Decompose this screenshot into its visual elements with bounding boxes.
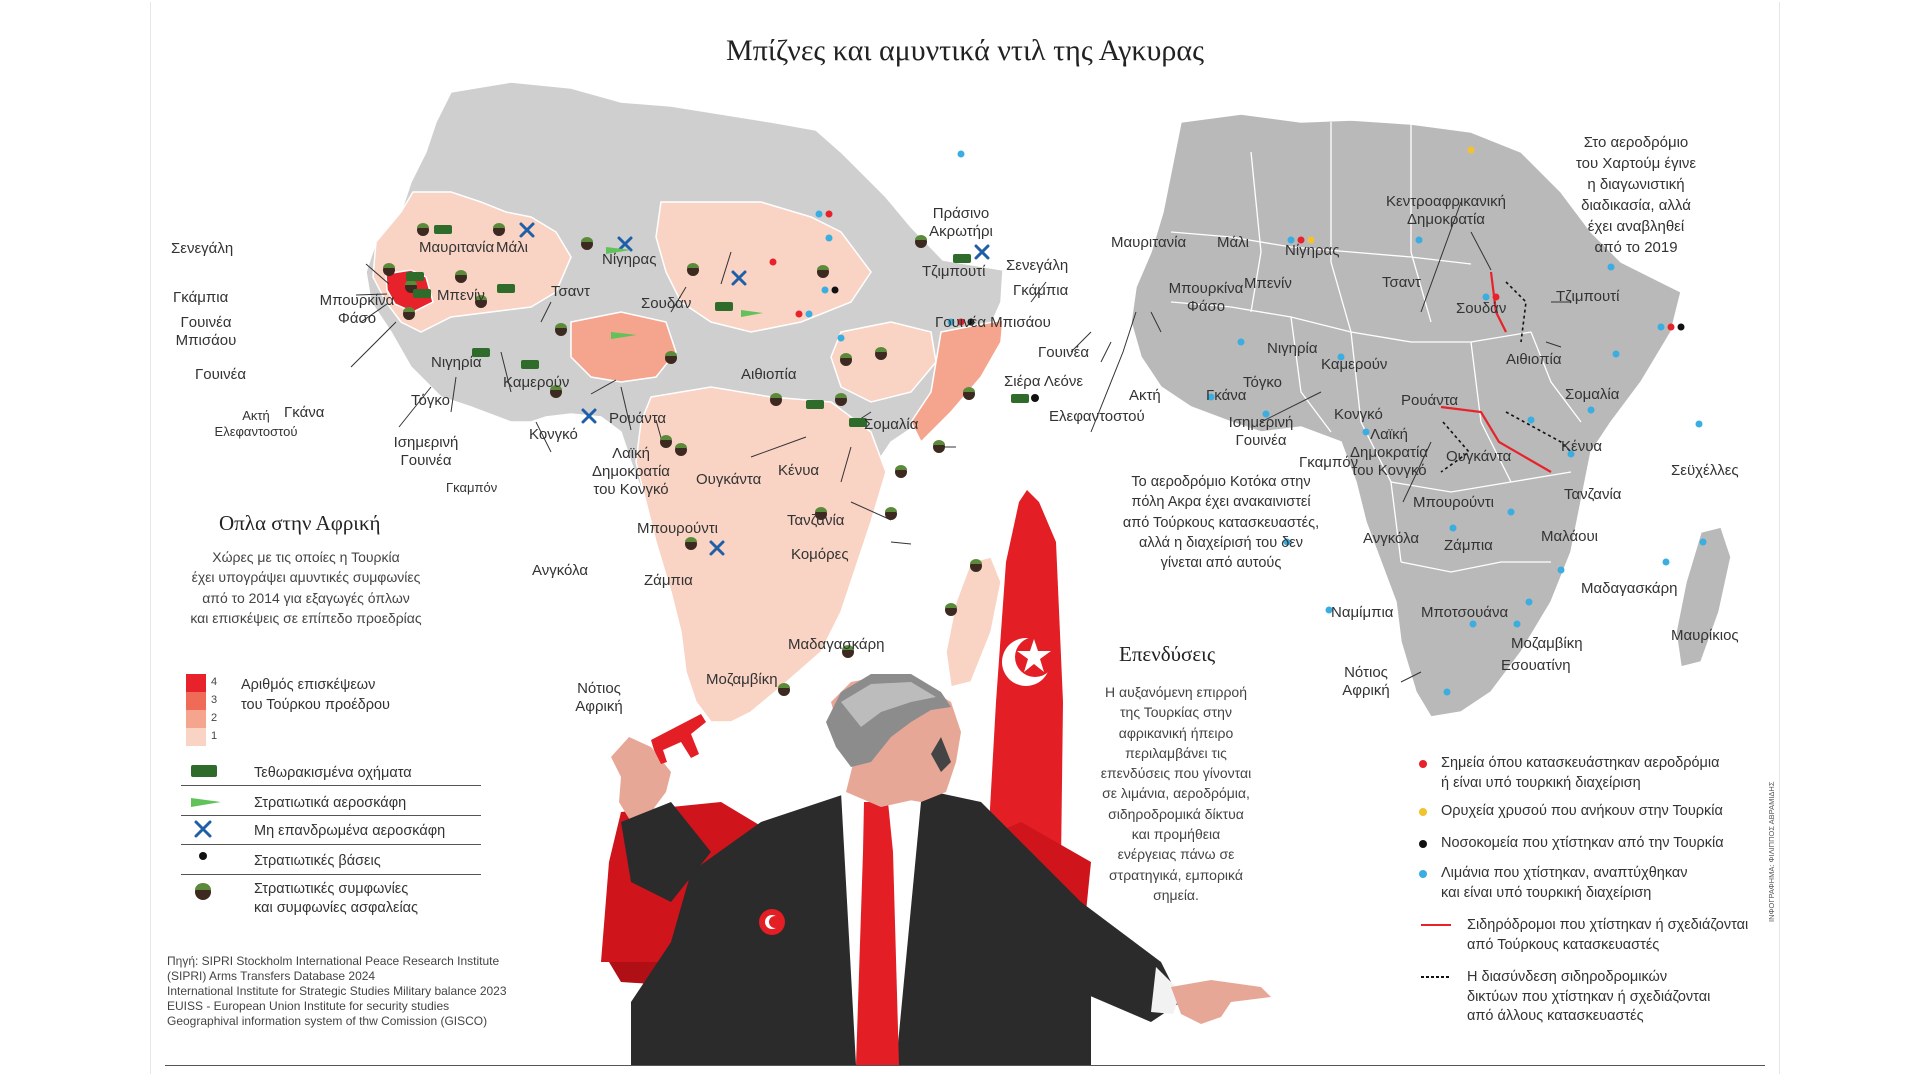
- pointing-hand: [1171, 980, 1271, 1024]
- label-togo: Τόγκο: [411, 392, 451, 409]
- visits-value-1: 1: [211, 730, 218, 742]
- r-label-senegal: Σενεγάλη: [1006, 257, 1069, 274]
- infographic-frame: [150, 2, 1780, 1074]
- label-nigeria: Νιγηρία: [431, 354, 482, 371]
- investments-section-text: Η αυξανόμενη επιρροή της Τουρκίας στην αφρικανική ήπειρο περιλαμβάνει τις επενδύσεις που γίνονται σε λιμάνια, αεροδρόμια, σιδηροδρομικά δίκτυα και προμήθεια ενέργειας πάνω σε στρατηγικά, εμπορικά σημεία.: [1100, 684, 1252, 903]
- label-benin: Μπενίν: [437, 287, 485, 304]
- military-aircraft-icon: [191, 798, 221, 807]
- r-label-guinea-bissau: Γουινέα Μπισάου: [935, 314, 1051, 331]
- khartoum-note: Στο αεροδρόμιο του Χαρτούμ έγινε η διαγωνιστική διαδικασία, αλλά έχει αναβληθεί από το 2019: [1575, 134, 1697, 256]
- r-label-equatorial-guinea: Ισημερινή Γουινέα: [1228, 414, 1294, 449]
- legend-airports: Σημεία όπου κατασκευάστηκαν αεροδρόμια ή είναι υπό τουρκική διαχείριση: [1419, 754, 1719, 793]
- label-gambia: Γκάμπια: [173, 289, 229, 306]
- r-label-cameroon: Καμερούν: [1321, 356, 1388, 373]
- legend-gold-mines: Ορυχεία χρυσού που ανήκουν στην Τουρκία: [1419, 802, 1723, 822]
- r-label-madagascar: Μαδαγασκάρη: [1581, 580, 1678, 597]
- visits-swatch-4: [186, 674, 206, 692]
- r-label-somalia: Σομαλία: [1565, 386, 1620, 403]
- label-chad: Τσαντ: [551, 283, 590, 300]
- legend-turkish-rail: Σιδηρόδρομοι που χτίστηκαν ή σχεδιάζονται από Τούρκους κατασκευαστές: [1467, 917, 1749, 953]
- label-mauritania: Μαυριτανία: [419, 239, 495, 256]
- r-label-mauritius: Μαυρίκιος: [1671, 627, 1739, 644]
- label-madagascar: Μαδαγασκάρη: [788, 636, 885, 653]
- r-label-burkina-faso: Μπουρκίνα Φάσο: [1168, 280, 1244, 315]
- r-label-uganda: Ουγκάντα: [1446, 448, 1512, 465]
- legend-armored: Τεθωρακισμένα οχήματα: [254, 765, 412, 781]
- r-label-togo: Τόγκο: [1243, 374, 1283, 391]
- legend-divider: [181, 874, 481, 875]
- r-label-eswatini: Εσουατίνη: [1501, 657, 1571, 674]
- visits-value-2: 2: [211, 712, 218, 724]
- black-dot-icon: [1419, 840, 1427, 848]
- r-label-benin: Μπενίν: [1244, 275, 1292, 292]
- kotoka-note: Το αεροδρόμιο Κοτόκα στην πόλη Ακρα έχει ανακαινιστεί από Τούρκους κατασκευαστές, αλλά η διαχείρισή του δεν γίνεται από αυτούς: [1122, 474, 1320, 572]
- r-label-ivory-coast-2: Ελεφαντοστού: [1049, 408, 1145, 425]
- legend-divider: [181, 815, 481, 816]
- r-label-angola: Ανγκόλα: [1363, 530, 1420, 547]
- region-madagascar: [946, 557, 1001, 687]
- page-title: Μπίζνες και αμυντικά ντιλ της Αγκυρας: [726, 34, 1204, 67]
- legend-other-rail: Η διασύνδεση σιδηροδρομικών δικτύων που χτίστηκαν ή σχεδιάζονται από άλλους κατασκευαστές: [1467, 969, 1711, 1025]
- legend-bases: Στρατιωτικές βάσεις: [254, 853, 381, 869]
- r-label-mali: Μάλι: [1217, 234, 1249, 251]
- right-madagascar: [1676, 527, 1731, 667]
- label-djibouti: Τζιμπουτί: [922, 263, 986, 280]
- label-ghana: Γκάνα: [284, 404, 325, 421]
- r-label-ivory-coast: Ακτή: [1129, 387, 1161, 404]
- yellow-dot-icon: [1419, 808, 1427, 816]
- r-label-seychelles: Σεϋχέλλες: [1671, 462, 1739, 479]
- label-guinea: Γουινέα: [195, 366, 246, 383]
- label-equatorial-guinea: Ισημερινή Γουινέα: [393, 434, 459, 469]
- r-label-mauritania: Μαυριτανία: [1111, 234, 1187, 251]
- r-label-namibia: Ναμίμπια: [1331, 604, 1394, 621]
- r-label-kenya: Κένυα: [1561, 438, 1603, 455]
- label-cape-verde: Πράσινο Ακρωτήρι: [929, 205, 993, 240]
- r-label-sierra-leone: Σιέρα Λεόνε: [1004, 373, 1084, 390]
- visits-swatch-3: [186, 692, 206, 710]
- legend-divider: [181, 785, 481, 786]
- label-tanzania: Τανζανία: [787, 512, 845, 529]
- black-dot-icon: [199, 852, 207, 860]
- r-label-gabon: Γκαμπόν: [1299, 454, 1359, 471]
- soldier-icon: [195, 883, 211, 900]
- region-nigeria: [571, 312, 676, 382]
- legend-agreements: Στρατιωτικές συμφωνίες και συμφωνίες ασφαλείας: [254, 881, 419, 916]
- label-burkina-faso: Μπουρκίνα Φάσο: [319, 292, 395, 327]
- credit-text: ΙΝΦΟΓΡΑΦΗΜΑ: ΦΙΛΙΠΠΟΣ ΑΒΡΑΜΙΔΗΣ: [1767, 781, 1776, 922]
- r-label-ghana: Γκάνα: [1206, 387, 1247, 404]
- legend-divider: [181, 844, 481, 845]
- label-angola: Ανγκόλα: [532, 562, 589, 579]
- r-label-rwanda: Ρουάντα: [1401, 392, 1459, 409]
- r-label-mozambique: Μοζαμβίκη: [1511, 635, 1583, 652]
- red-dot-icon: [1419, 760, 1427, 768]
- weapons-section-title: Οπλα στην Αφρική: [219, 511, 381, 535]
- visits-value-4: 4: [211, 676, 218, 688]
- r-label-chad: Τσαντ: [1382, 274, 1421, 291]
- label-senegal: Σενεγάλη: [171, 240, 234, 257]
- r-label-tanzania: Τανζανία: [1564, 486, 1622, 503]
- label-burundi: Μπουρούντι: [637, 520, 719, 537]
- label-niger: Νίγηρας: [602, 251, 657, 268]
- legend-hospitals: Νοσοκομεία που χτίστηκαν από την Τουρκία: [1419, 834, 1724, 854]
- r-label-car: Κεντροαφρικανική Δημοκρατία: [1386, 193, 1506, 228]
- legend-aircraft: Στρατιωτικά αεροσκάφη: [254, 795, 407, 811]
- visits-swatch-1: [186, 728, 206, 746]
- label-rwanda: Ρουάντα: [609, 410, 667, 427]
- armored-vehicle-icon: [191, 765, 217, 777]
- label-congo: Κονγκό: [529, 426, 578, 443]
- label-kenya: Κένυα: [778, 462, 820, 479]
- weapons-section-text: Χώρες με τις οποίες η Τουρκία έχει υπογράψει αμυντικές συμφωνίες από το 2014 για εξαγωγές όπλων και επισκέψεις σε επίπεδο προεδρίας: [190, 549, 422, 626]
- r-label-south-africa: Νότιος Αφρική: [1342, 664, 1390, 699]
- r-label-congo: Κονγκό: [1334, 406, 1383, 423]
- blue-dot-icon: [1419, 870, 1427, 878]
- r-label-zambia: Ζάμπια: [1444, 537, 1493, 554]
- r-label-malawi: Μαλάουι: [1541, 528, 1598, 545]
- label-ivory-coast: Ακτή Ελεφαντοστού: [214, 408, 298, 439]
- label-mozambique: Μοζαμβίκη: [706, 671, 778, 688]
- r-label-gambia: Γκάμπια: [1013, 282, 1069, 299]
- visits-legend-label: Αριθμός επισκέψεων του Τούρκου προέδρου: [241, 677, 390, 713]
- label-guinea-bissau: Γουινέα Μπισάου: [175, 314, 237, 349]
- source-text: Πηγή: SIPRI Stockholm International Peace Research Institute (SIPRI) Arms Transfers Database 2024 International Institute for Strategic Studies Military balance 2023 EUISS - European Union Institute for security studies Geographival information system of thw Comission (GISCO): [167, 954, 507, 1028]
- investments-section-title: Επενδύσεις: [1119, 642, 1216, 666]
- visits-swatch-2: [186, 710, 206, 728]
- r-label-sudan: Σουδάν: [1456, 300, 1507, 317]
- label-mali: Μάλι: [496, 239, 528, 256]
- r-label-niger: Νίγηρας: [1285, 242, 1340, 259]
- r-label-burundi: Μπουρούντι: [1413, 494, 1495, 511]
- legend-drones: Μη επανδρωμένα αεροσκάφη: [254, 823, 446, 839]
- label-drc: Λαϊκή Δημοκρατία του Κονγκό: [592, 445, 670, 498]
- label-cameroon: Καμερούν: [503, 374, 570, 391]
- label-sudan: Σουδάν: [641, 295, 692, 312]
- r-label-drc: Λαϊκή Δημοκρατία του Κονγκό: [1350, 426, 1428, 479]
- visits-value-3: 3: [211, 694, 218, 706]
- r-label-guinea: Γουινέα: [1038, 344, 1089, 361]
- r-label-botswana: Μποτσουάνα: [1421, 604, 1509, 621]
- label-somalia: Σομαλία: [864, 416, 919, 433]
- toy-plane-icon: [651, 714, 706, 764]
- r-label-nigeria: Νιγηρία: [1267, 340, 1318, 357]
- left-africa-map: [366, 82, 1003, 722]
- label-zambia: Ζάμπια: [644, 572, 693, 589]
- r-label-djibouti: Τζιμπουτί: [1556, 288, 1620, 305]
- label-ethiopia: Αιθιοπία: [741, 366, 797, 383]
- label-uganda: Ουγκάντα: [696, 471, 762, 488]
- label-south-africa: Νότιος Αφρική: [575, 680, 623, 715]
- label-gabon: Γκαμπόν: [446, 480, 498, 495]
- legend-ports: Λιμάνια που χτίστηκαν, αναπτύχθηκαν και είναι υπό τουρκική διαχείριση: [1419, 864, 1688, 903]
- drone-icon: [196, 822, 210, 836]
- r-label-ethiopia: Αιθιοπία: [1506, 351, 1562, 368]
- bottom-rule: [165, 1065, 1765, 1066]
- label-comoros: Κομόρες: [791, 546, 849, 563]
